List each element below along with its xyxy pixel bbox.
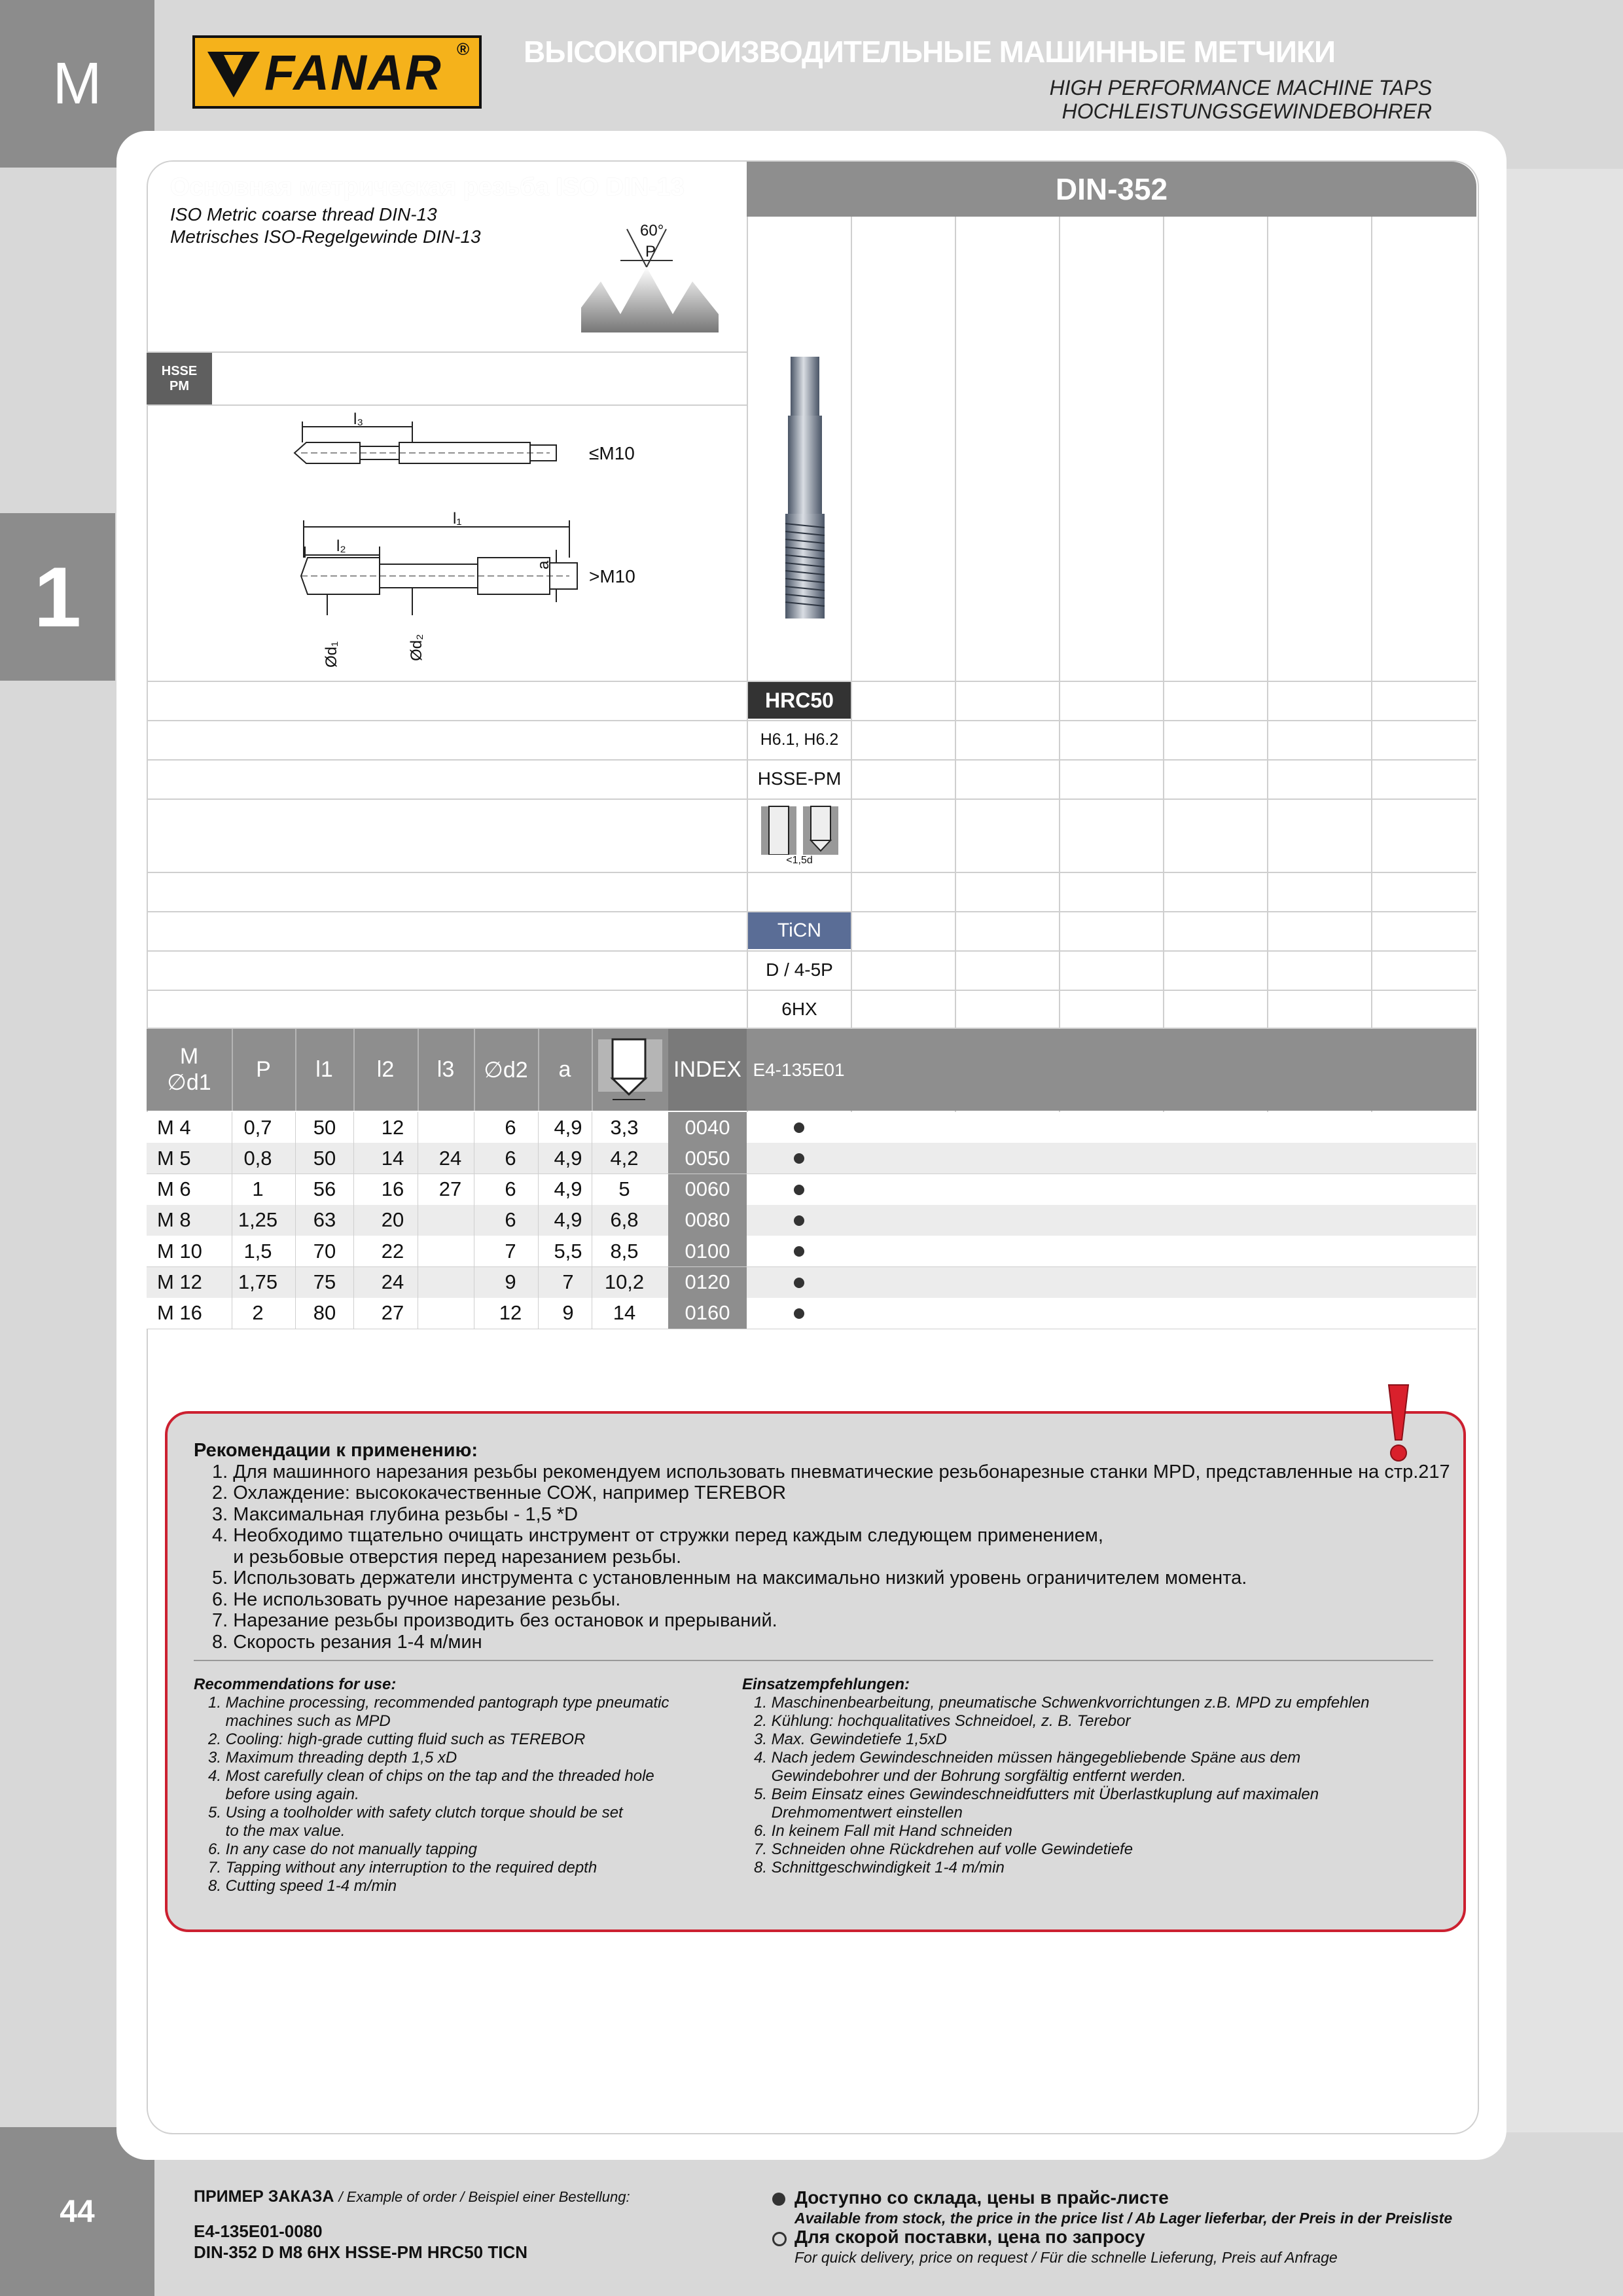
thread-title-de: Metrisches ISO-Regelgewinde DIN-13 [170,226,481,247]
property-value [748,682,851,719]
col-l1-cell: 75 [313,1270,336,1293]
col-d2-cell: 6 [505,1146,516,1170]
col-l3-cell [424,1236,476,1266]
index-cell: 0040 [668,1112,747,1143]
property-value-text: H6.1, H6.2 [760,730,839,749]
property-value-text: 6HX [781,999,817,1019]
order-description: DIN-352 D M8 6HX HSSE-PM HRC50 TICN [194,2242,527,2262]
drawing-l2: l₂ [336,537,346,555]
col-dd-cell: 10,2 [604,1270,645,1293]
property-label: ПРИМЕНЕНИЕ / Application / Einsatzgebiet [169,690,521,709]
available-dot-icon [794,1185,804,1195]
col-l3-cell: 24 [438,1146,462,1170]
recommendations-ru [194,1440,1450,1653]
col-a-cell: 4,9 [554,1177,582,1201]
recommendations-de [742,1676,1370,1877]
col-d2-label: ∅d2 [484,1057,528,1083]
col-dd-cell: 6,8 [610,1208,639,1232]
thread-title-en: ISO Metric coarse thread DIN-13 [170,204,437,224]
property-value-text: TiCN [777,920,822,941]
property-label: СКОС РЕЗЬБЫ / Chamfer / Anschnitt [169,960,472,979]
col-dd-cell: 8,5 [610,1239,639,1263]
col-dd-cell: 4,2 [610,1146,639,1170]
col-p-cell: 0,7 [243,1115,272,1139]
property-value-text: D / 4-5P [766,960,833,980]
property-value [748,912,851,949]
col-dd-cell: 3,3 [610,1115,639,1139]
recommendation-item: 6. In any case do not manually tapping [208,1840,477,1858]
drawing-large-range: >M10 [589,566,635,586]
drawing-a: a [535,560,552,569]
recommendation-item: 5. Использовать держатели инструмента с установленным на максимально низкий уровень ограничителем момента. [212,1568,1247,1588]
recommendation-item: 5. Beim Einsatz eines Gewindeschneidfutters mit Überlastkuplung auf maximalen [754,1785,1319,1803]
fanar-logo [192,35,482,109]
drawing-d1: Ød₁ [323,641,340,668]
col-l1 [295,1029,353,1111]
recommendation-item: 4. Необходимо тщательно очищать инструмент от стружки перед каждым следующем применением, [212,1525,1103,1546]
property-label: ОБРАБАТЫВАЕМЫЕ МАТЕРИАЛЫ / Material / Werkstoff [169,729,632,749]
material-badge-text: HSSE PM [161,363,198,393]
index-cell: 0160 [668,1298,747,1329]
recommendation-item: 1. Maschinenbearbeitung, pneumatische Schwenkvorrichtungen z.B. MPD zu empfehlen [754,1694,1370,1712]
rec-divider [194,1660,1433,1661]
property-label: ТИП ОТВЕРСТИЯ / Hole type / Lochform [169,808,497,827]
col-p-cell: 1,25 [238,1208,278,1232]
col-l2-cell: 22 [381,1239,404,1263]
order-title-sub: / Example of order / Beispiel einer Bestellung: [338,2189,630,2205]
col-p-cell: 0,8 [243,1146,272,1170]
header-title-ru: ВЫСОКОПРОИЗВОДИТЕЛЬНЫЕ МАШИННЫЕ МЕТЧИКИ [524,35,1336,69]
recommendation-item: Gewindebohrer und der Bohrung sorgfältig entfernt werden. [754,1767,1186,1785]
col-a-cell: 4,9 [554,1208,582,1232]
stock-dot-icon [772,2193,785,2206]
recommendation-item: 2. Kühlung: hochqualitatives Schneidoel, z. B. Terebor [754,1712,1131,1730]
section-letter: M [52,50,102,117]
col-l2-cell: 14 [381,1146,404,1170]
col-p-cell: 1,5 [243,1239,272,1263]
col-order-code [747,1029,851,1111]
index-header [668,1029,747,1111]
property-label: ТОЧНОСТЬ / Tolerance / Toleranz [169,999,440,1018]
brand-name: FANAR [264,45,442,101]
table-row [147,1112,1476,1143]
recommendation-item: 7. Нарезание резьбы производить без остановок и прерываний. [212,1610,777,1631]
order-code-label: E4-135E01 [753,1059,845,1080]
col-a-cell: 4,9 [554,1115,582,1139]
col-a [538,1029,592,1111]
table-row [147,1298,1476,1329]
rec-de-title: Einsatzempfehlungen: [742,1676,910,1693]
property-value [748,991,851,1028]
col-l2-label: l2 [376,1057,395,1082]
col-p-label: P [256,1057,271,1082]
col-a-cell: 5,5 [554,1239,582,1263]
col-m-cell: M 8 [157,1208,191,1232]
recommendation-item: 2. Охлаждение: высококачественные СОЖ, например TEREBOR [212,1482,787,1503]
col-m-cell: M 4 [157,1115,191,1139]
thread-profile-icon [581,216,721,334]
recommendation-item: и резьбовые отверстия перед нарезанием резьбы. [212,1546,682,1568]
header-title-en: HIGH PERFORMANCE MACHINE TAPS [1049,76,1432,99]
drawing-d2: Ød₂ [408,634,425,661]
col-l2-cell: 20 [381,1208,404,1232]
chapter-number: 1 [33,549,82,645]
recommendation-item: 2. Cooling: high-grade cutting fluid such as TEREBOR [208,1731,586,1748]
col-l3-cell [424,1267,476,1298]
available-dot-icon [794,1153,804,1164]
recommendation-item: 6. In keinem Fall mit Hand schneiden [754,1822,1012,1840]
property-value [748,721,851,758]
page-number: 44 [60,2194,95,2229]
col-d2-cell: 6 [505,1115,516,1139]
order-example [194,2187,630,2206]
col-a-cell: 4,9 [554,1146,582,1170]
col-a-cell: 9 [562,1301,574,1325]
col-a-cell: 7 [562,1270,574,1293]
col-p [232,1029,295,1111]
rec-en-title: Recommendations for use: [194,1676,397,1693]
col-l3-cell: 27 [438,1177,462,1201]
recommendation-item: 8. Schnittgeschwindigkeit 1-4 m/min [754,1859,1005,1876]
property-value-text: HSSE-PM [757,768,842,789]
available-dot-icon [794,1278,804,1288]
table-row [147,1236,1476,1267]
col-p-cell: 2 [252,1301,264,1325]
col-l1-cell: 63 [313,1208,336,1232]
drawing-l3: l₃ [353,412,364,428]
tap-product-image [779,353,831,628]
recommendations-en [194,1676,669,1895]
property-value [748,873,851,910]
col-l1-label: l1 [315,1057,333,1082]
col-l2-cell: 16 [381,1177,404,1201]
recommendation-item: 1. Для машинного нарезания резьбы рекомендуем использовать пневматические резьбонарезные станки MPD, представленные на стр.217 [212,1461,1450,1482]
col-l1-cell: 50 [313,1146,336,1170]
drill-diameter-icon [596,1034,665,1106]
index-cell: 0050 [668,1143,747,1174]
drawing-small-range: ≤M10 [589,443,635,463]
order-circle-icon [772,2232,787,2246]
index-cell: 0120 [668,1267,747,1298]
col-d2-cell: 9 [505,1270,516,1293]
rec-ru-title: Рекомендации к применению: [194,1440,478,1461]
thread-title-ru: Основная метрическая резьба ISO DIN-13 [170,173,685,201]
fanar-v-mark [204,48,263,101]
stock-legend-ru: Доступно со склада, цены в прайс-листе [794,2187,1169,2208]
recommendation-item: 6. Не использовать ручное нарезание резьбы. [212,1588,621,1610]
stock-legend-sub: Available from stock, the price in the price list / Ab Lager lieferbar, der Preis in der Preisliste [794,2210,1453,2227]
recommendation-item: 5. Using a toolholder with safety clutch torque should be set [208,1804,623,1821]
col-l2-cell: 12 [381,1115,404,1139]
brand-registered: ® [457,39,470,59]
col-p-cell: 1 [252,1177,264,1201]
col-m-cell: M 6 [157,1177,191,1201]
col-l1-cell: 50 [313,1115,336,1139]
recommendation-item: 4. Most carefully clean of chips on the tap and the threaded hole [208,1767,654,1785]
col-dd-cell: 14 [613,1301,636,1325]
index-cell: 0060 [668,1174,747,1205]
col-dd-cell: 5 [618,1177,630,1201]
available-dot-icon [794,1308,804,1319]
col-d2-cell: 12 [499,1301,522,1325]
col-l3-cell [424,1298,476,1329]
property-value [748,952,851,988]
standard-title: DIN-352 [1055,172,1168,206]
col-m-cell: M 5 [157,1146,191,1170]
col-l2 [353,1029,418,1111]
recommendation-item: 3. Максимальная глубина резьбы - 1,5 *D [212,1503,579,1525]
recommendation-item: machines such as MPD [208,1712,391,1730]
recommendation-item: 7. Tapping without any interruption to the required depth [208,1859,597,1876]
available-dot-icon [794,1246,804,1257]
recommendation-item: 8. Скорость резания 1-4 м/мин [212,1631,482,1653]
col-l3-cell [424,1205,476,1236]
col-d2 [474,1029,538,1111]
recommendation-item: Drehmomentwert einstellen [754,1804,963,1821]
order-legend-sub: For quick delivery, price on request / Für die schnelle Lieferung, Preis auf Anfrage [794,2249,1338,2266]
property-value [748,800,851,870]
col-a-label: a [558,1057,571,1082]
property-label: ИСПОЛНЕНИЕ / Execution / Ausführung [169,881,495,901]
col-l3-label: l3 [437,1057,455,1082]
col-d2-cell: 7 [505,1239,516,1263]
col-l2-cell: 27 [381,1301,404,1325]
col-p-cell: 1,75 [238,1270,278,1293]
table-row [147,1205,1476,1236]
standard-header [747,162,1476,217]
col-m-cell: M 12 [157,1270,202,1293]
col-m [147,1029,232,1111]
col-l1-cell: 80 [313,1301,336,1325]
recommendation-item: 4. Nach jedem Gewindeschneiden müssen hängegebliebende Späne aus dem [754,1749,1301,1767]
tap-technical-drawing [281,412,700,681]
available-dot-icon [794,1122,804,1133]
order-code: E4-135E01-0080 [194,2221,323,2241]
material-badge [147,353,212,404]
thread-angle: 60° [640,222,664,240]
index-header-label: INDEX [673,1057,741,1082]
recommendation-item: 8. Cutting speed 1-4 m/min [208,1877,397,1895]
col-l2-cell: 24 [381,1270,404,1293]
available-dot-icon [794,1215,804,1226]
col-l1-cell: 56 [313,1177,336,1201]
header-title-de: HOCHLEISTUNGSGEWINDEBOHRER [1061,99,1432,123]
hole-type-icon [757,804,842,855]
recommendation-item: to the max value. [208,1822,346,1840]
col-l3 [418,1029,474,1111]
recommendation-item: 3. Maximum threading depth 1,5 xD [208,1749,457,1767]
table-row [147,1174,1476,1206]
recommendation-item: 1. Machine processing, recommended pantograph type pneumatic [208,1694,669,1712]
hole-type-label: <1,5d [786,855,813,866]
chapter-tab [0,513,115,681]
col-m-cell: M 10 [157,1239,202,1263]
property-label: ПОКРЫТИЕ / Coating / Beschichtung [169,920,471,940]
col-m-label: M [179,1044,199,1069]
recommendation-item: before using again. [208,1785,359,1803]
recommendation-item: 3. Max. Gewindetiefe 1,5xD [754,1731,947,1748]
order-legend-ru: Для скорой поставки, цена по запросу [794,2227,1145,2247]
property-value [748,761,851,797]
recommendation-item: 7. Schneiden ohne Rückdrehen auf volle Gewindetiefe [754,1840,1133,1858]
drawing-l1: l₁ [453,510,462,528]
property-label: МАТЕРИАЛ ИЗГОТОВЛЕНИЯ / Quality of material / Qualität [169,768,650,788]
index-cell: 0100 [668,1236,747,1266]
col-d2-cell: 6 [505,1208,516,1232]
order-title: ПРИМЕР ЗАКАЗА [194,2187,334,2206]
property-value-text: HRC50 [765,688,834,712]
col-d2-cell: 6 [505,1177,516,1201]
table-row [147,1143,1476,1174]
col-m-cell: M 16 [157,1301,202,1325]
col-l1-cell: 70 [313,1239,336,1263]
table-row [147,1267,1476,1299]
thread-pitch: P [645,243,656,260]
col-d1-label: ∅d1 [167,1070,211,1095]
col-l3-cell [424,1112,476,1143]
index-cell: 0080 [668,1205,747,1236]
